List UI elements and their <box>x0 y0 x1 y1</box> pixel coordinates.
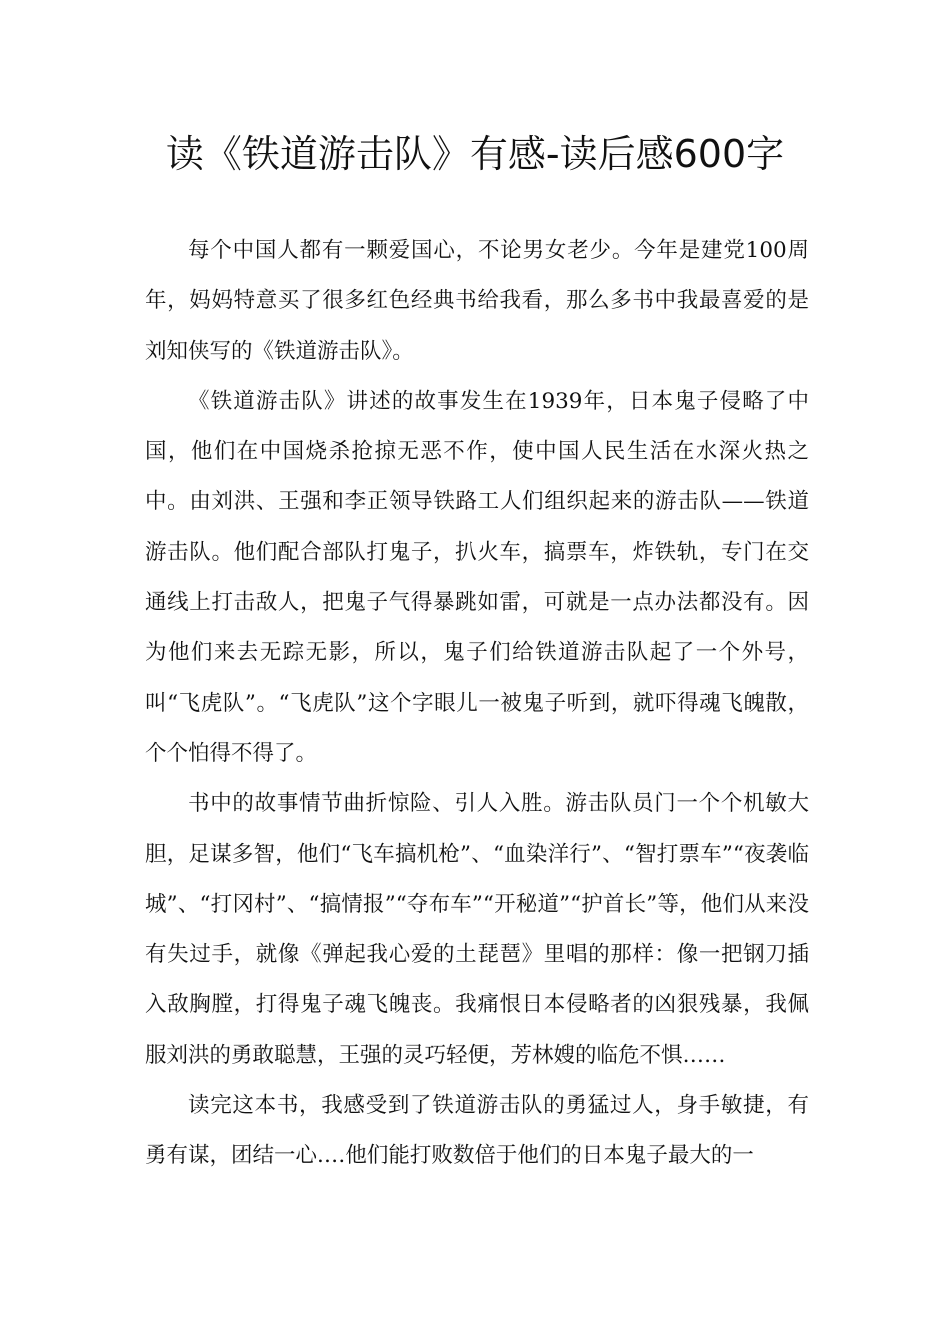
document-title: 读《铁道游击队》有感-读后感600字 <box>165 132 785 176</box>
paragraph-2: 《铁道游击队》讲述的故事发生在1939年，日本鬼子侵略了中国，他们在中国烧杀抢掠无恶不作，使中国人民生活在水深火热之中。由刘洪、王强和李正领导铁路工人们组织起来的游击队——铁道游击队。他们配合部队打鬼子，扒火车，搞票车，炸铁轨，专门在交通线上打击敌人，把鬼子气得暴跳如雷，可就是一点办法都没有。因为他们来去无踪无影，所以，鬼子们给铁道游击队起了一个外号，叫“飞虎队”。“飞虎队”这个字眼儿一被鬼子听到，就吓得魂飞魄散，个个怕得不得了。 <box>145 388 809 766</box>
document-body <box>145 226 809 1182</box>
paragraph-4: 读完这本书，我感受到了铁道游击队的勇猛过人，身手敏捷，有勇有谋，团结一心.…他们能打败数倍于他们的日本鬼子最大的一 <box>145 1093 809 1169</box>
paragraph-1: 每个中国人都有一颗爱国心，不论男女老少。今年是建党100周年，妈妈特意买了很多红色经典书给我看，那么多书中我最喜爱的是刘知侠写的《铁道游击队》。 <box>145 238 809 364</box>
paragraph-3: 书中的故事情节曲折惊险、引人入胜。游击队员门一个个机敏大胆，足谋多智，他们“飞车搞机枪”、“血染洋行”、“智打票车”“夜袭临城”、“打冈村”、“搞情报”“夺布车”“开秘道”“护首长”等，他们从来没有失过手，就像《弹起我心爱的土琵琶》里唱的那样：像一把钢刀插入敌胸膛，打得鬼子魂飞魄丧。我痛恨日本侵略者的凶狠残暴，我佩服刘洪的勇敢聪慧，王强的灵巧轻便，芳林嫂的临危不惧…… <box>145 791 809 1068</box>
